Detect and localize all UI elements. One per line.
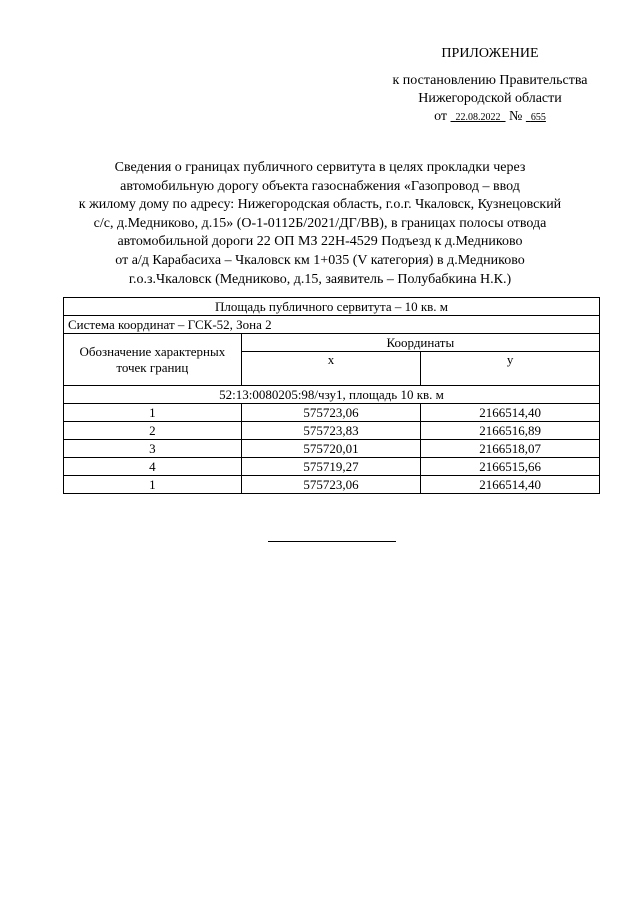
heading-line: г.о.з.Чкаловск (Медниково, д.15, заявитель – Полубабкина Н.К.) [128, 271, 512, 287]
closing-divider [268, 541, 396, 542]
appendix-decree-line: к постановлению Правительства [392, 73, 588, 88]
appendix-region-line: Нижегородской области [418, 91, 562, 106]
point-cell: 1 [64, 404, 242, 422]
y-cell: 2166516,89 [421, 422, 600, 440]
y-cell: 2166514,40 [421, 404, 600, 422]
points-column-header: Обозначение характерных точек границ [64, 334, 242, 386]
table-row [64, 440, 600, 458]
document-heading [44, 159, 596, 289]
x-cell: 575723,83 [241, 422, 421, 440]
heading-line: с/с, д.Медниково, д.15» (О-1-0112Б/2021/ДГ/ВВ), в границах полосы отвода [93, 215, 547, 231]
y-column-header: y [421, 352, 600, 386]
coordinates-table [63, 297, 600, 494]
point-cell: 1 [64, 476, 242, 494]
table-row [64, 422, 600, 440]
x-cell: 575719,27 [241, 458, 421, 476]
heading-line: автомобильную дорогу объекта газоснабжения «Газопровод – ввод [120, 178, 520, 194]
parcel-row: 52:13:0080205:98/чзу1, площадь 10 кв. м [64, 386, 600, 404]
area-row: Площадь публичного сервитута – 10 кв. м [64, 298, 600, 316]
x-cell: 575720,01 [241, 440, 421, 458]
y-cell: 2166518,07 [421, 440, 600, 458]
decree-date: 22.08.2022 [455, 112, 501, 123]
x-cell: 575723,06 [241, 476, 421, 494]
point-cell: 3 [64, 440, 242, 458]
table-row [64, 458, 600, 476]
table-row [64, 404, 600, 422]
heading-line: к жилому дому по адресу: Нижегородская область, г.о.г. Чкаловск, Кузнецовский [78, 197, 562, 213]
from-label: от [434, 109, 448, 124]
number-label: № [509, 109, 523, 124]
appendix-date-line [380, 107, 600, 127]
point-cell: 2 [64, 422, 242, 440]
point-cell: 4 [64, 458, 242, 476]
y-cell: 2166514,40 [421, 476, 600, 494]
coords-column-header: Координаты [241, 334, 599, 352]
table-row [64, 476, 600, 494]
heading-line: Сведения о границах публичного сервитута в целях прокладки через [114, 160, 526, 175]
heading-line: автомобильной дороги 22 ОП МЗ 22Н-4529 Подъезд к д.Медниково [117, 234, 523, 250]
appendix-title: ПРИЛОЖЕНИЕ [441, 46, 539, 61]
y-cell: 2166515,66 [421, 458, 600, 476]
coord-system-row: Система координат – ГСК-52, Зона 2 [64, 316, 600, 334]
x-column-header: x [241, 352, 421, 386]
decree-number: 655 [530, 112, 546, 123]
x-cell: 575723,06 [241, 404, 421, 422]
heading-line: от а/д Карабасиха – Чкаловск км 1+035 (V категория) в д.Медниково [115, 252, 525, 268]
